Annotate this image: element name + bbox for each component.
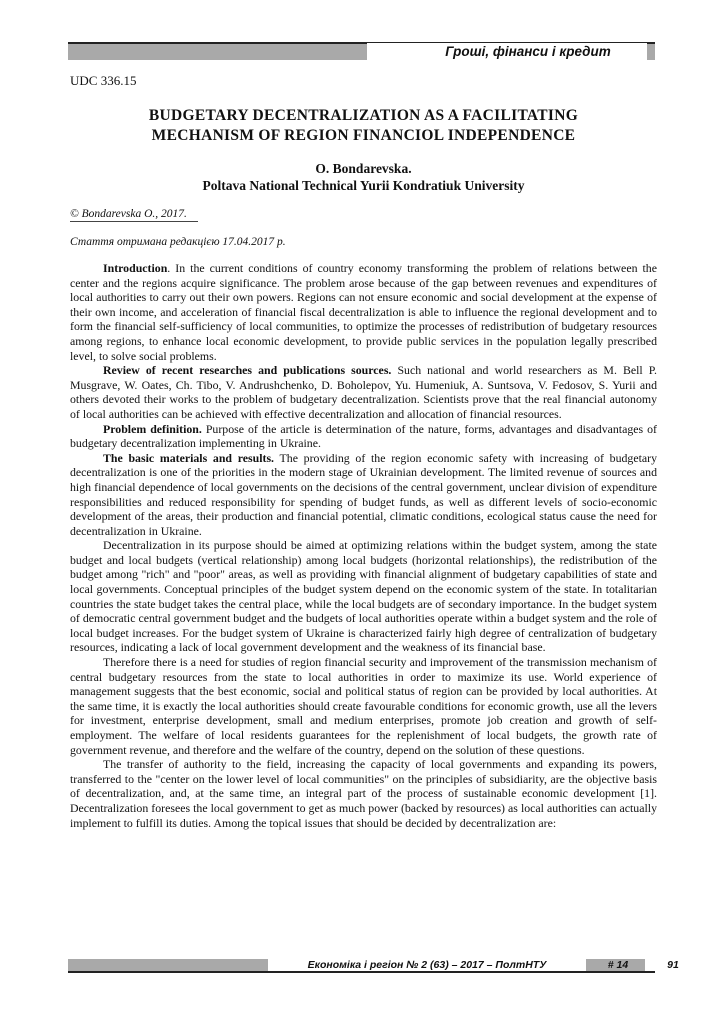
paragraph-results bbox=[70, 451, 657, 539]
paragraph-text: Such national and world researchers as M. Bell P. Musgrave, W. Oates, Ch. Tibo, V. Andrushchenko, D. Boholepov, Yu. Humeniuk, A. Suntsova, V. Fedosov, S. Yurii and others devoted their works to the problem of budgetary decentralization. Scientists prove that the real financial autonomy of local authorities can be achieved with effective decentralization and allocation of financial resources. bbox=[70, 363, 657, 421]
page-number: 91 bbox=[645, 959, 701, 971]
author-affiliation: Poltava National Technical Yurii Kondratiuk University bbox=[202, 178, 525, 193]
received-date: Стаття отримана редакцією 17.04.2017 р. bbox=[70, 236, 286, 248]
article-body bbox=[70, 261, 657, 830]
paragraph-review bbox=[70, 363, 657, 421]
paragraph-problem bbox=[70, 422, 657, 451]
paragraph-lead: The basic materials and results. bbox=[103, 450, 275, 465]
paragraph-text: . In the current conditions of country economy transforming the problem of relations between the center and the regions acquire significance. The problem arose because of the gap between revenues and expenditures of local authorities to carry out their own powers. Regions can not ensure economic and social development at the expense of their own income, and acceleration of financial fiscal decentralization is able to influence the regional development and to form the financial self-sufficiency of local communities, to optimize the processes of redistribution of budgetary resources among regions, to enhance local economic development, to provide public services in the population legally prescribed level, to solve social problems. bbox=[70, 261, 657, 363]
paragraph-text: Decentralization in its purpose should be aimed at optimizing relations within the budget system, among the state budget and local budgets (vertical relationship) among local budgets (horizontal relationships), the redistribution of the budget among "rich" and "poor" areas, as well as providing with financial alignment of budgetary capabilities of state and local governments. Conceptual principles of the budget system depend on the economic system of the state. In totalitarian countries the state budget takes the central place, while the local budgets are of secondary importance. In the budget system of democratic central government budget and the budgets of local authorities operate within a budget system and the role of local budget increases. For the budget system of Ukraine is characterized fairly high degree of centralization of budgetary resources, indicating a lack of local government development and the weakness of its financial base. bbox=[70, 538, 657, 655]
journal-citation: Економіка і регіон № 2 (63) – 2017 – ПолтНТУ bbox=[268, 959, 586, 971]
paragraph-text: Therefore there is a need for studies of region financial security and improvement of the transmission mechanism of central budgetary resources from the state to local authorities in order to maximize its use. World experience of management suggests that the best economic, social and political status of region can be provided by local authorities. At the same time, it is exactly the local authorities should create favourable conditions for economic growth, use all the levers for investment, enterprise development, small and medium enterprises, promote job creation and growth of self-employment. The welfare of local residents guarantees for the replenishment of local budgets, the growth rate of government revenue, and therefore and the welfare of the country, depend on the solution of these questions. bbox=[70, 655, 657, 757]
paragraph-introduction bbox=[70, 261, 657, 363]
author-block bbox=[70, 160, 657, 194]
running-header bbox=[68, 42, 655, 60]
paragraph-financial-security bbox=[70, 655, 657, 757]
paragraph-text: The transfer of authority to the field, increasing the capacity of local governments and expanding its powers, transferred to the "center on the lower level of local communities" on the principles of subsidiarity, are the objective basis of decentralization, and, at the same time, an integral part of the process of sustainable economic development [1]. Decentralization foresees the local government to get as much power (backed by resources) as local authorities can actually implement to fulfill its duties. Among the topical issues that should be decided by decentralization are: bbox=[70, 757, 657, 830]
copyright-line: © Bondarevska O., 2017. bbox=[70, 208, 198, 222]
author-name: O. Bondarevska. bbox=[315, 161, 412, 176]
title-line-1: BUDGETARY DECENTRALIZATION AS A FACILITATING bbox=[148, 107, 579, 124]
paragraph-decentralization bbox=[70, 538, 657, 655]
issue-number: # 14 bbox=[598, 959, 638, 971]
running-footer bbox=[68, 959, 679, 973]
paragraph-lead: Problem definition. bbox=[103, 421, 202, 436]
udc-code: UDC 336.15 bbox=[70, 73, 137, 88]
paragraph-lead: Introduction bbox=[103, 261, 168, 275]
title-line-2: MECHANISM OF REGION FINANCIOL INDEPENDENCE bbox=[151, 127, 576, 144]
paragraph-transfer-authority bbox=[70, 757, 657, 830]
paragraph-text: The providing of the region economic safety with increasing of budgetary decentralization is one of the priorities in the modern stage of Ukrainian development. The limited revenue of sources and high financial dependence of local governments on the decisions of the central government, unclear division of expenditure responsibilities and reduced responsibility for spending of budget funds, as well as different levels of socio-economic development of the areas, their production and financial potential, climatic conditions, ecological status cause the need for decentralization in Ukraine. bbox=[70, 450, 658, 538]
paragraph-text: Purpose of the article is determination of the nature, forms, advantages and disadvantages of budgetary decentralization implementing in Ukraine. bbox=[70, 421, 657, 451]
paragraph-lead: Review of recent researches and publications sources. bbox=[103, 363, 392, 378]
section-title: Гроші, фінанси і кредит bbox=[367, 43, 647, 60]
article-title bbox=[70, 106, 657, 146]
